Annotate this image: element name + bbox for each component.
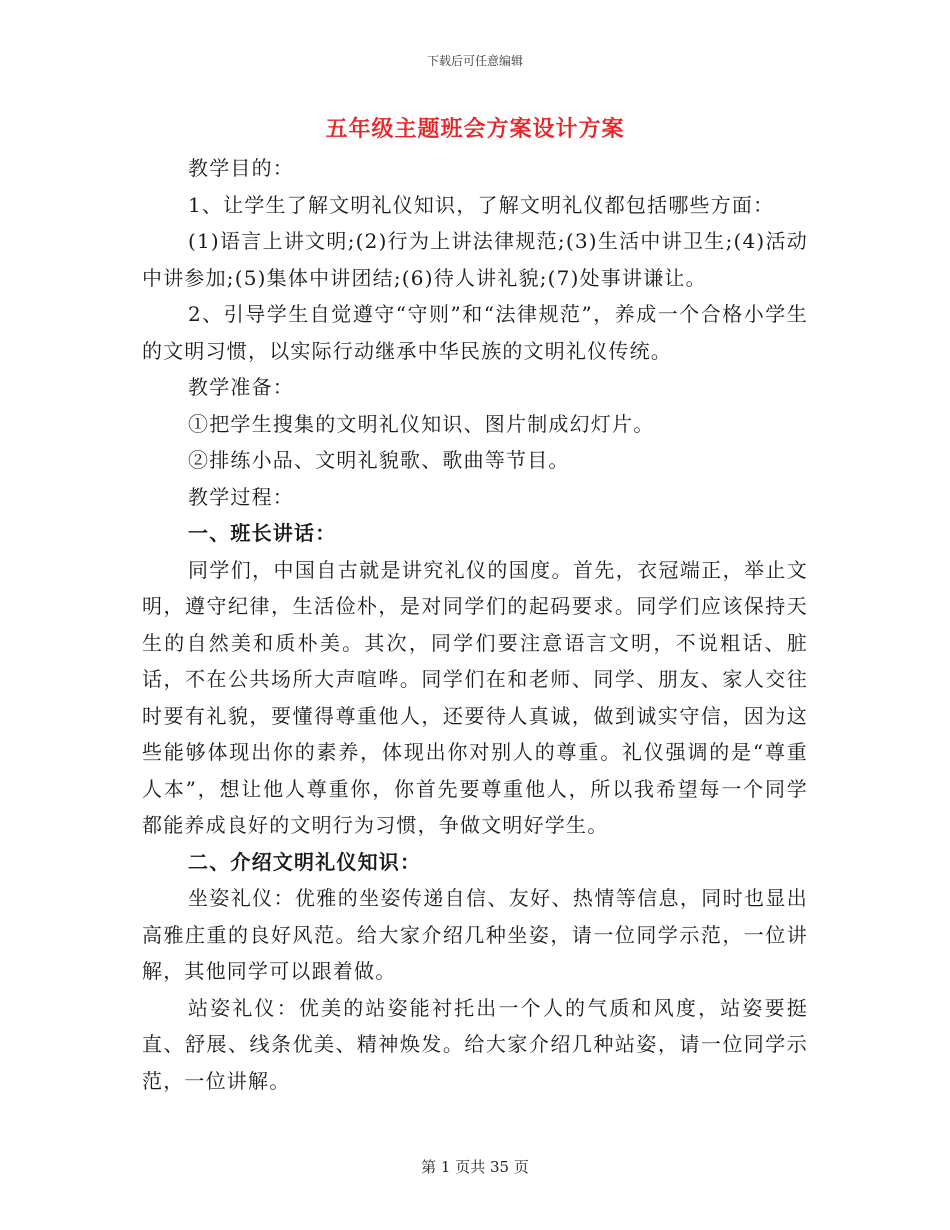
- page-header: 下载后可任意编辑: [426, 54, 523, 68]
- section-heading-etiquette-knowledge: 二、介绍文明礼仪知识：: [188, 849, 422, 874]
- document-title: 五年级主题班会方案设计方案: [325, 116, 625, 142]
- paragraph-objective-1: 1、让学生了解文明礼仪知识，了解文明礼仪都包括哪些方面：: [188, 192, 775, 217]
- paragraph-preparation-heading: 教学准备：: [188, 375, 294, 399]
- page-footer: 第 1 页共 35 页: [421, 1158, 529, 1176]
- paragraph-standing-etiquette: 站姿礼仪：优美的站姿能衬托出一个人的气质和风度，站姿要挺直、舒展、线条优美、精神焕发。给大家介绍几种站姿，请一位同学示范，一位讲解。: [142, 995, 808, 1093]
- paragraph-preparation-2: ②排练小品、文明礼貌歌、歌曲等节目。: [188, 448, 570, 472]
- paragraph-objective-heading: 教学目的：: [188, 156, 294, 180]
- paragraph-monitor-speech: 同学们，中国自古就是讲究礼仪的国度。首先，衣冠端正，举止文明，遵守纪律，生活俭朴，是对同学们的起码要求。同学们应该保持天生的自然美和质朴美。其次，同学们要注意语言文明，不说粗话、脏话，不在公共场所大声喧哗。同学们在和老师、同学、朋友、家人交往时要有礼貌，要懂得尊重他人，还要待人真诚，做到诚实守信，因为这些能够体现出你的素养，体现出你对别人的尊重。礼仪强调的是“尊重人本”，想让他人尊重你，你首先要尊重他人，所以我希望每一个同学都能养成良好的文明行为习惯，争做文明好学生。: [142, 557, 808, 837]
- paragraph-objective-list: (1)语言上讲文明;(2)行为上讲法律规范;(3)生活中讲卫生;(4)活动中讲参加;(5)集体中讲团结;(6)待人讲礼貌;(7)处事讲谦让。: [142, 229, 808, 290]
- paragraph-process-heading: 教学过程：: [188, 484, 294, 509]
- paragraph-preparation-1: ①把学生搜集的文明礼仪知识、图片制成幻灯片。: [188, 411, 655, 436]
- document-body: [142, 150, 808, 1099]
- paragraph-objective-2: 2、引导学生自觉遵守“守则”和“法律规范”，养成一个合格小学生的文明习惯，以实际行动继承中华民族的文明礼仪传统。: [142, 302, 808, 363]
- section-heading-monitor-speech: 一、班长讲话：: [188, 521, 337, 545]
- paragraph-sitting-etiquette: 坐姿礼仪：优雅的坐姿传递自信、友好、热情等信息，同时也显出高雅庄重的良好风范。给大家介绍几种坐姿，请一位同学示范，一位讲解，其他同学可以跟着做。: [142, 886, 808, 983]
